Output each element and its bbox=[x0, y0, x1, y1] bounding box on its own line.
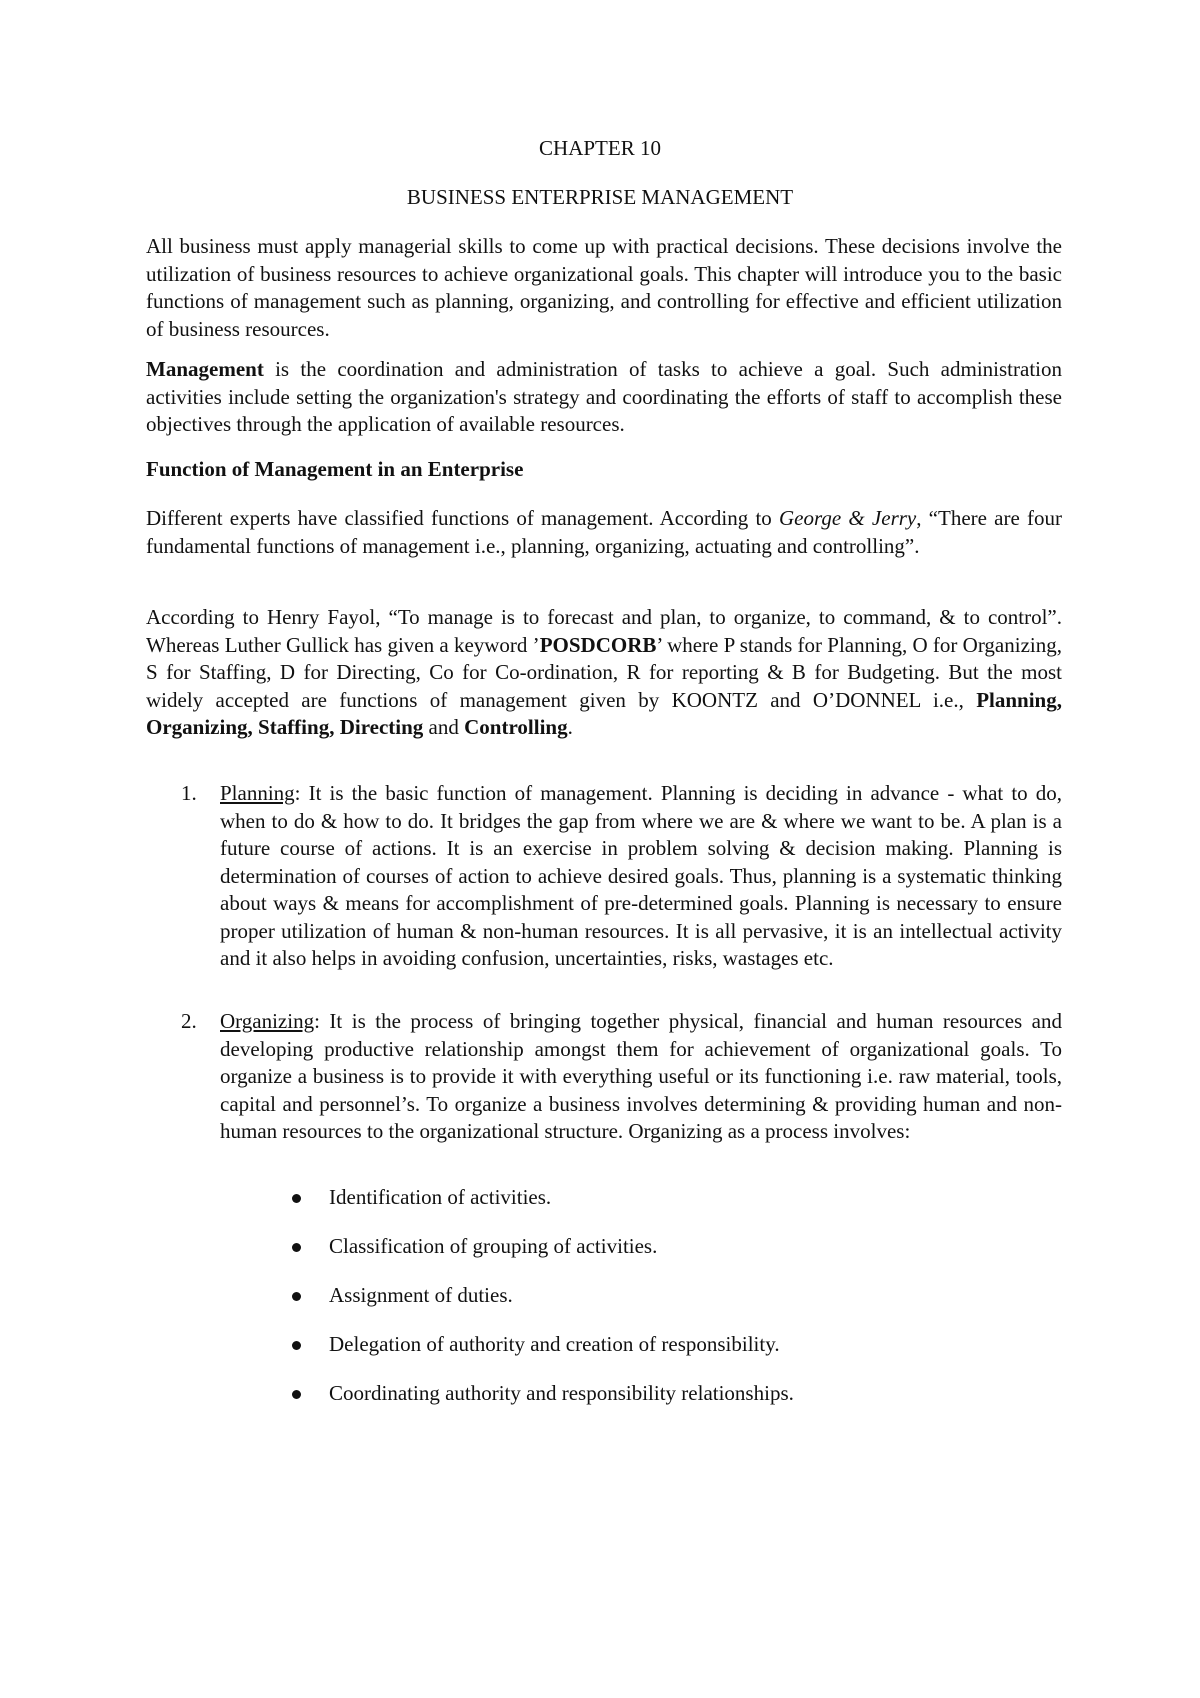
intro-paragraph: All business must apply managerial skills to come up with practical decisions. These decisions involve the utilization of business resources to achieve organizational goals. This chapter will introduce you to the basic functions of management such as planning, organizing, and controlling for effective and efficient utilization of business resources. bbox=[146, 234, 1062, 341]
function-planning: Planning bbox=[976, 687, 1057, 712]
experts-after: , “There are four fundamental functions of management i.e., planning, organizing, actuating and controlling”. bbox=[146, 506, 1062, 558]
section-heading: Function of Management in an Enterprise bbox=[146, 457, 524, 481]
list-number: 2. bbox=[181, 1009, 197, 1033]
chapter-label: CHAPTER 10 bbox=[539, 136, 661, 160]
bullet-icon bbox=[292, 1390, 301, 1399]
experts-authors: George & Jerry bbox=[778, 506, 917, 530]
function-directing: Directing bbox=[339, 715, 424, 739]
list-number: 1. bbox=[181, 781, 197, 805]
function-controlling: Controlling bbox=[464, 715, 568, 739]
list-item-organizing bbox=[220, 1008, 1062, 1146]
bullet-item: Classification of grouping of activities. bbox=[329, 1234, 658, 1258]
fayol-part1: According to Henry Fayol, “To manage is to forecast and plan, to organize, to command, & to control”. Whereas Luther Gullick has given a keyword ’ bbox=[146, 605, 1062, 657]
bullet-item: Delegation of authority and creation of responsibility. bbox=[329, 1332, 780, 1356]
experts-paragraph bbox=[146, 505, 1062, 560]
posdcorb-keyword: POSDCORB bbox=[539, 632, 657, 657]
bullet-icon bbox=[292, 1194, 301, 1203]
list-text: : It is the process of bringing together physical, financial and human resources and developing productive relationship amongst them for achievement of organizational goals. To organize a business is to provide it with everything useful or its functioning i.e. raw material, tools, capital and personnel’s. To organize a business involves determining & providing human and non-human resources to the organizational structure. Organizing as a process involves: bbox=[220, 1009, 1062, 1143]
function-organizing: Organizing bbox=[146, 715, 248, 739]
experts-before: Different experts have classified functions of management. According to bbox=[146, 506, 779, 530]
and-word: and bbox=[423, 715, 465, 739]
bullet-icon bbox=[292, 1243, 301, 1252]
fayol-paragraph bbox=[146, 604, 1062, 742]
chapter-title: BUSINESS ENTERPRISE MANAGEMENT bbox=[406, 185, 794, 209]
sep-2: , bbox=[247, 715, 259, 739]
management-term: Management bbox=[146, 357, 264, 381]
sep-3: , bbox=[329, 715, 340, 739]
bullet-item: Identification of activities. bbox=[329, 1185, 552, 1209]
fayol-part2: ’ where P stands for Planning, O for Organizing, S for Staffing, D for Directing, Co for Co-ordination, R for reporting & B for Budgeting. But the most widely accepted are functions of management given by KOONTZ and O’DONNEL i.e., bbox=[146, 632, 1062, 712]
list-item-planning bbox=[220, 780, 1062, 973]
list-text: : It is the basic function of management. Planning is deciding in advance - what to do, when to do & how to do. It bridges the gap from where we are & where we want to be. A plan is a future course of actions. It is an exercise in problem solving & decision making. Planning is determination of courses of action to achieve desired goals. Thus, planning is a systematic thinking about ways & means for accomplishment of pre-determined goals. Planning is necessary to ensure proper utilization of human & non-human resources. It is all pervasive, it is an intellectual activity and it also helps in avoiding confusion, uncertainties, risks, wastages etc. bbox=[220, 781, 1062, 970]
fayol-end: . bbox=[567, 715, 573, 739]
management-text: is the coordination and administration of tasks to achieve a goal. Such administration activities include setting the organization's strategy and coordinating the efforts of staff to accomplish these objectives through the application of available resources. bbox=[146, 357, 1062, 436]
bullet-icon bbox=[292, 1292, 301, 1301]
sep-1: , bbox=[1056, 687, 1062, 712]
bullet-item: Assignment of duties. bbox=[329, 1283, 513, 1307]
bullet-item: Coordinating authority and responsibility relationships. bbox=[329, 1381, 794, 1405]
list-term: Planning bbox=[220, 781, 295, 805]
function-staffing: Staffing bbox=[258, 715, 330, 739]
management-definition bbox=[146, 356, 1062, 439]
list-term: Organizing bbox=[220, 1009, 315, 1033]
bullet-icon bbox=[292, 1341, 301, 1350]
